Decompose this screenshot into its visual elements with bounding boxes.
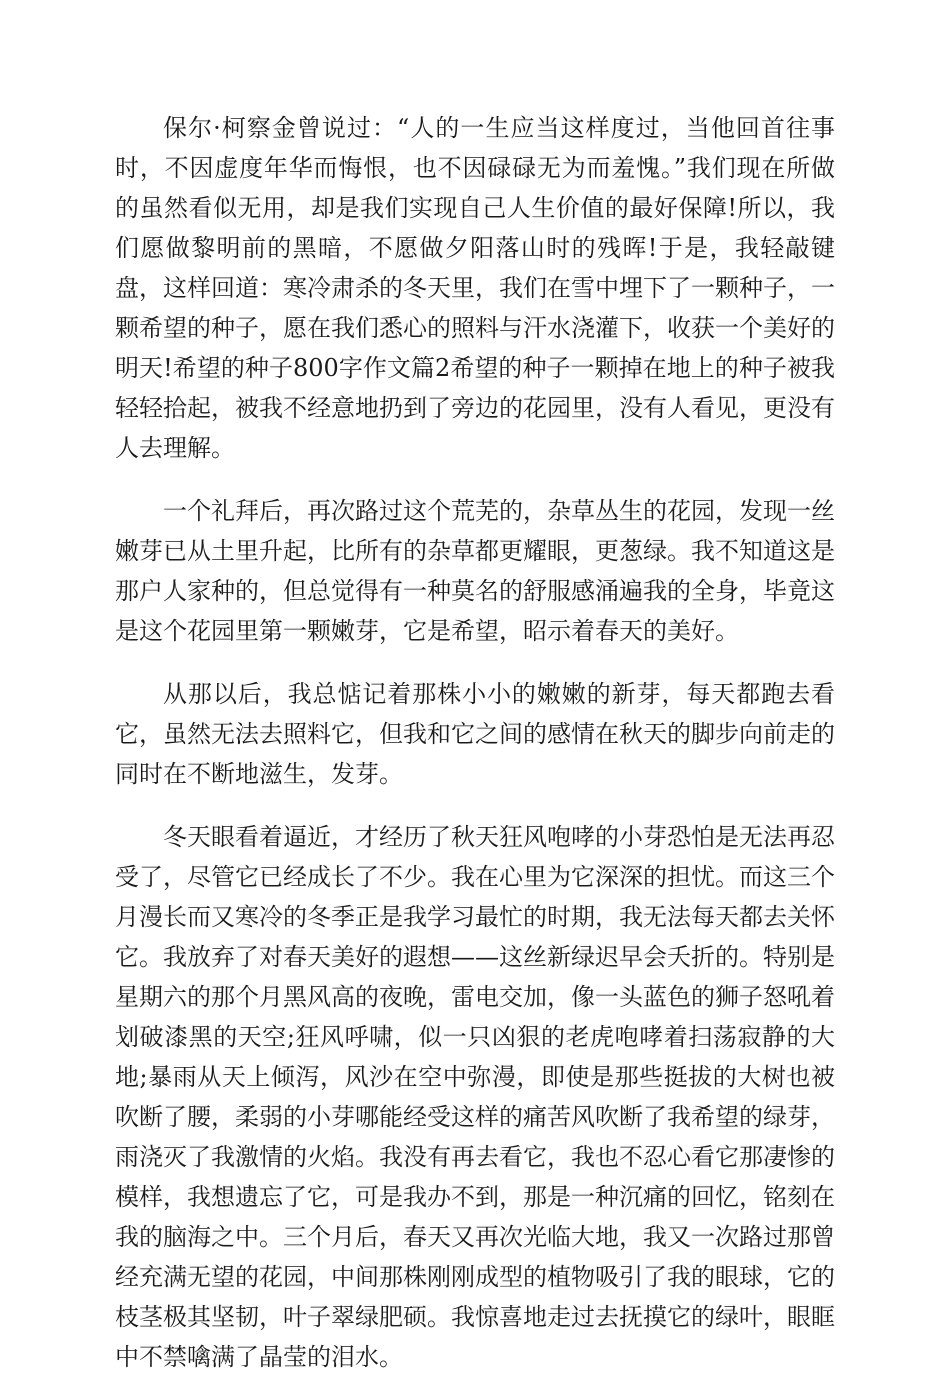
- document-page: [115, 108, 835, 1400]
- paragraph-4: 冬天眼看着逼近，才经历了秋天狂风咆哮的小芽恐怕是无法再忍受了，尽管它已经成长了不少。我在心里为它深深的担忧。而这三个月漫长而又寒冷的冬季正是我学习最忙的时期，我无法每天都去关怀它。我放弃了对春天美好的遐想——这丝新绿迟早会夭折的。特别是星期六的那个月黑风高的夜晚，雷电交加，像一头蓝色的狮子怒吼着划破漆黑的天空;狂风呼啸，似一只凶狠的老虎咆哮着扫荡寂静的大地;暴雨从天上倾泻，风沙在空中弥漫，即使是那些挺拔的大树也被吹断了腰，柔弱的小芽哪能经受这样的痛苦风吹断了我希望的绿芽，雨浇灭了我激情的火焰。我没有再去看它，我也不忍心看它那凄惨的模样，我想遗忘了它，可是我办不到，那是一种沉痛的回忆，铭刻在我的脑海之中。三个月后，春天又再次光临大地，我又一次路过那曾经充满无望的花园，中间那株刚刚成型的植物吸引了我的眼球，它的枝茎极其坚韧，叶子翠绿肥硕。我惊喜地走过去抚摸它的绿叶，眼眶中不禁噙满了晶莹的泪水。: [115, 823, 835, 1371]
- paragraph-2: 一个礼拜后，再次路过这个荒芜的，杂草丛生的花园，发现一丝嫩芽已从土里升起，比所有的杂草都更耀眼，更葱绿。我不知道这是那户人家种的，但总觉得有一种莫名的舒服感涌遍我的全身，毕竟这是这个花园里第一颗嫩芽，它是希望，昭示着春天的美好。: [115, 497, 835, 645]
- paragraph-3: 从那以后，我总惦记着那株小小的嫩嫩的新芽，每天都跑去看它，虽然无法去照料它，但我和它之间的感情在秋天的脚步向前走的同时在不断地滋生，发芽。: [115, 680, 835, 788]
- paragraph-1: 保尔·柯察金曾说过：“人的一生应当这样度过，当他回首往事时，不因虚度年华而悔恨，也不因碌碌无为而羞愧。”我们现在所做的虽然看似无用，却是我们实现自己人生价值的最好保障!所以，我们愿做黎明前的黑暗，不愿做夕阳落山时的残晖!于是，我轻敲键盘，这样回道：寒冷肃杀的冬天里，我们在雪中埋下了一颗种子，一颗希望的种子，愿在我们悉心的照料与汗水浇灌下，收获一个美好的明天!希望的种子800字作文篇2希望的种子一颗掉在地上的种子被我轻轻拾起，被我不经意地扔到了旁边的花园里，没有人看见，更没有人去理解。: [115, 114, 835, 462]
